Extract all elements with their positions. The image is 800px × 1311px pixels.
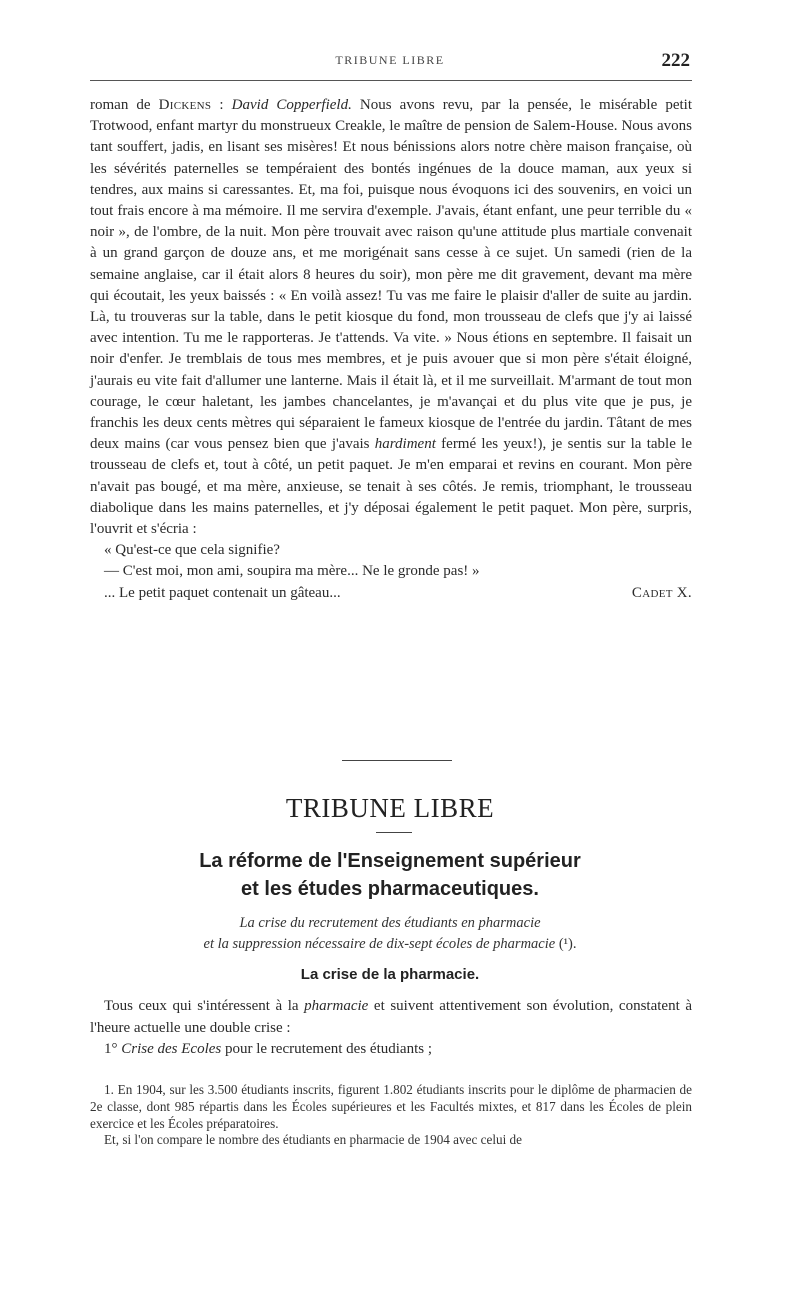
list-item: 1° Crise des Ecoles pour le recrutement des étudiants ; [104,1041,432,1057]
article-title-line: La réforme de l'Enseignement supérieur [199,850,581,872]
closing-line [90,583,692,604]
work-title: David Copperfield. [231,97,352,113]
title-rule [376,832,412,833]
author-name: Dickens [158,97,212,113]
paragraph: Tous ceux qui s'intéressent à la pharmacie et suivent attentivement son évolution, constatent à l'heure actuelle une double crise : [90,998,692,1036]
section-heading: La crise de la pharmacie. [300,966,480,983]
signature: Cadet X. [631,584,692,601]
header-rule [90,80,692,81]
article-separator [342,760,452,761]
paragraph: roman de Dickens : David Copperfield. Nous avons revu, par la pensée, le misérable petit Trotwood, enfant martyr du monstrueux Creakle, le maître de pension de Salem-House. Nous avons tant souffert, jadis, en lisant ses misères! Et nous bénissions alors notre chère maison française, où les sévérités paternelles se tempéraient des bontés ingénues de la douce maman, aux yeux si tendres, aux mains si caressantes. Et, ma foi, puisque nous évoquons ici des souvenirs, en voici un tout frais encore à ma mémoire. Il me servira d'exemple. J'avais, étant enfant, une peur terrible du « noir », de l'ombre, de la nuit. Mon père trouvait avec raison qu'une attitude plus martiale convenait à un grand garçon de douze ans, et me morigénait sans cesse à ce sujet. Un samedi (rien de la semaine anglaise, car il était alors 8 heures du soir), mon père me dit gravement, devant ma mère qui écoutait, les yeux baissés : « En voilà assez! Tu vas me faire le plaisir d'aller de suite au jardin. Là, tu trouveras sur la table, dans le petit kiosque du fond, mon trousseau de clefs que j'y ai laissé avec intention. Tu me le rapporteras. Je t'attends. Va vite. » Nous étions en septembre. Il faisait un noir d'enfer. Je tremblais de tous mes membres, et je puis avouer que si mon père s'était éloigné, j'aurais eu vite fait d'allumer une lanterne. Mais il était là, et il me surveillait. M'armant de tout mon courage, le cœur haletant, les jambes chancelantes, je m'avançai et du plus vite que je pus, je franchis les deux cents mètres qui séparaient le fameux kiosque de l'entrée du jardin. Tâtant de mes deux mains (car vous pensez bien que j'avais hardiment fermé les yeux!), je sentis sur la table le trousseau de clefs et, tout à côté, un petit paquet. Je m'en emparai et revins en courant. Mon père n'avait pas bougé, et ma mère, anxieuse, se tenait à ses côtés. Je remis, triomphant, le trousseau diabolique dans les mains paternelles, et j'y déposai également le petit paquet. Mon père, surpris, l'ouvrit et s'écria : [90,97,692,538]
footnote-ref: (¹). [555,936,577,952]
running-title: TRIBUNE LIBRE [335,53,445,67]
footnote-continuation: Et, si l'on compare le nombre des étudiants en pharmacie de 1904 avec celui de [104,1132,522,1148]
emphasis: hardiment [374,436,436,453]
dialogue-line: — C'est moi, mon ami, soupira ma mère... Ne le gronde pas! » [104,563,480,580]
dialogue-line: « Qu'est-ce que cela signifie? [104,542,280,559]
article-title [0,847,780,903]
emphasis: Crise des Ecoles [121,1041,222,1057]
emphasis: pharmacie [304,998,369,1014]
subtitle-line: La crise du recrutement des étudiants en pharmacie [239,915,541,931]
running-head [90,50,690,76]
footnote: 1. En 1904, sur les 3.500 étudiants inscrits, figurent 1.802 étudiants inscrits pour le diplôme de pharmacien de 2e classe, dont 985 répartis dans les Écoles supérieures et les Facultés mixtes, et 817 dans les Écoles de plein exercice et les Écoles préparatoires. [90,1082,692,1131]
page-number: 222 [661,50,690,71]
article-title-line: et les études pharmaceutiques. [241,878,539,900]
article-subtitle [0,913,780,955]
previous-article-text [90,95,692,604]
subtitle-line: et la suppression nécessaire de dix-sept écoles de pharmacie (¹). [203,936,577,952]
article-body [90,996,692,1061]
footnotes [90,1082,692,1149]
closing-text: ... Le petit paquet contenait un gâteau... [104,584,341,601]
section-title: TRIBUNE LIBRE [285,793,495,823]
